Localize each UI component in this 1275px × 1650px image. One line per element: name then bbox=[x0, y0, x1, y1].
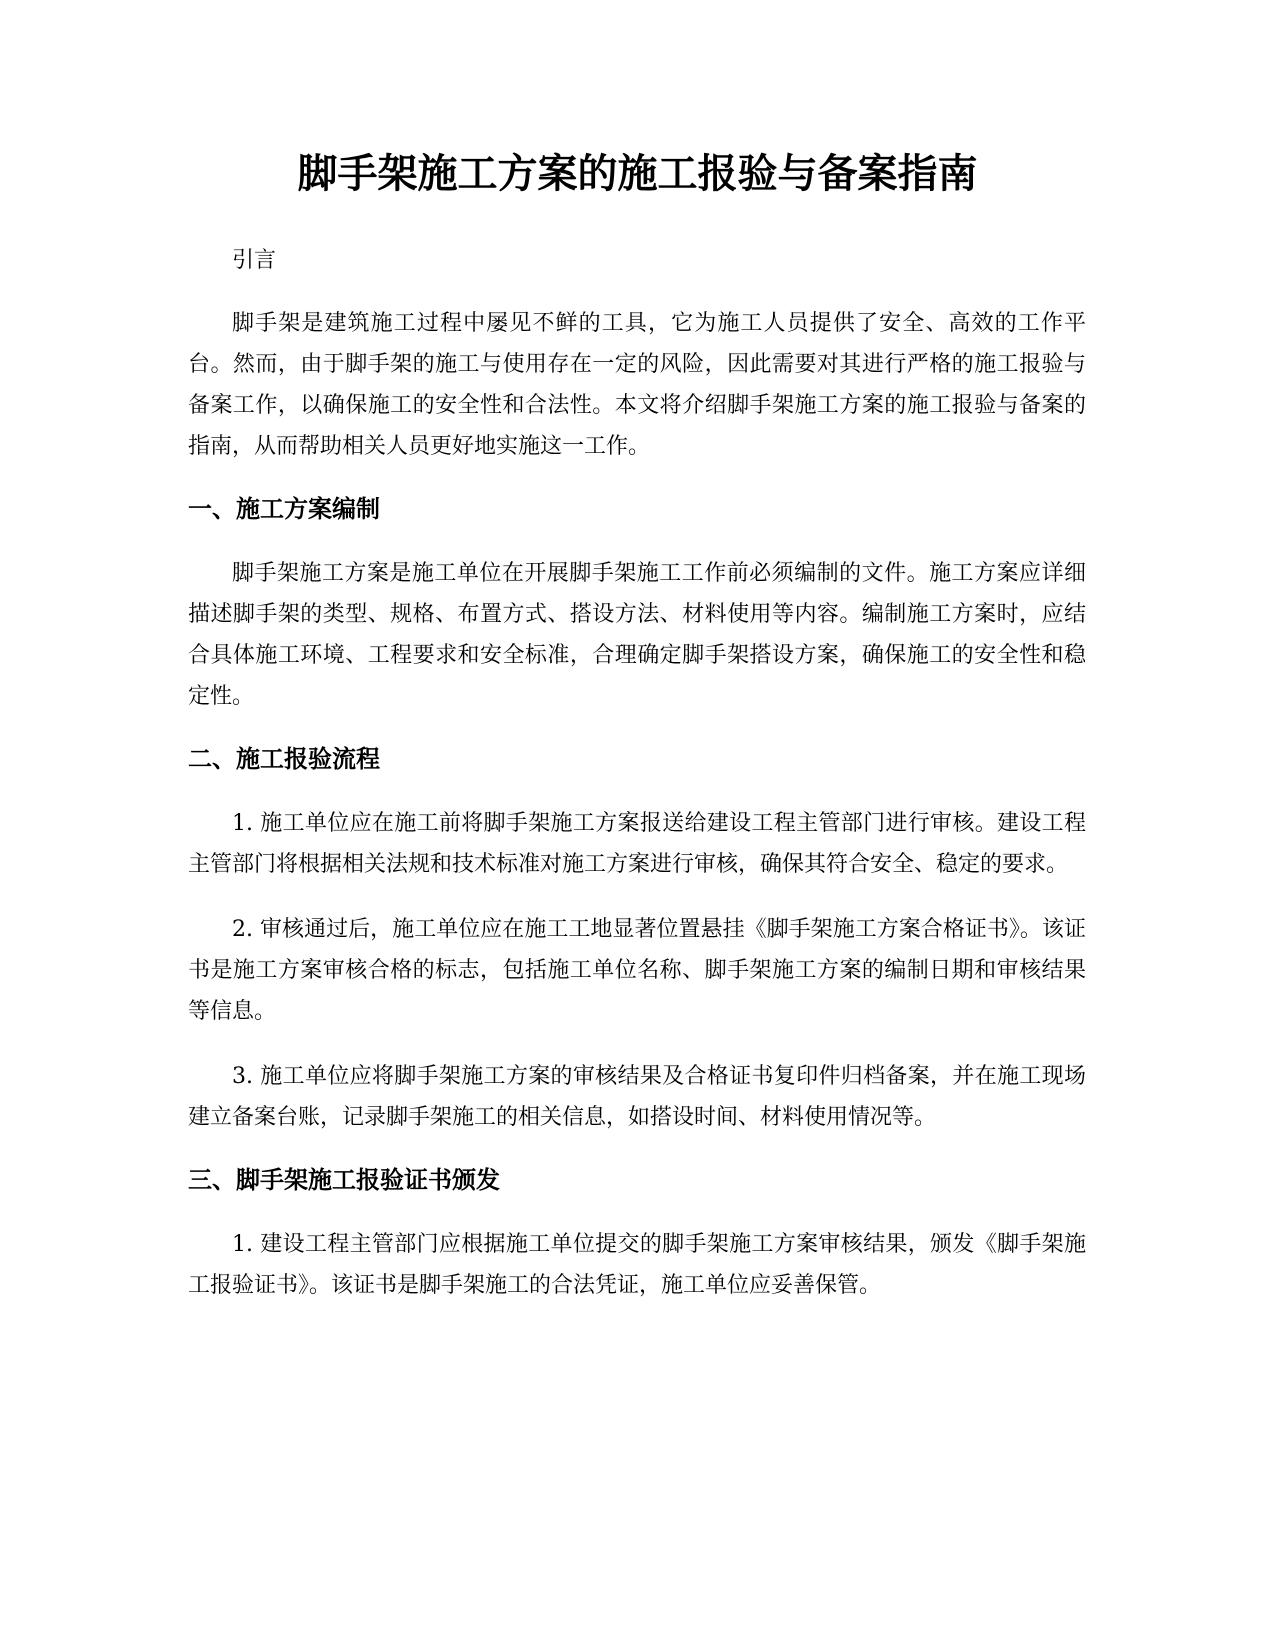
document-body bbox=[188, 240, 1086, 1330]
intro-paragraph: 脚手架是建筑施工过程中屡见不鲜的工具，它为施工人员提供了安全、高效的工作平台。然而，由于脚手架的施工与使用存在一定的风险，因此需要对其进行严格的施工报验与备案工作，以确保施工的安全性和合法性。本文将介绍脚手架施工方案的施工报验与备案的指南，从而帮助相关人员更好地实施这一工作。 bbox=[188, 311, 1086, 459]
section-heading-inspection: 二、施工报验流程 bbox=[188, 745, 380, 773]
section-paragraph: 1. 建设工程主管部门应根据施工单位提交的脚手架施工方案审核结果，颁发《脚手架施工报验证书》。该证书是脚手架施工的合法凭证，施工单位应妥善保管。 bbox=[188, 1232, 1086, 1298]
section-paragraph: 3. 施工单位应将脚手架施工方案的审核结果及合格证书复印件归档备案，并在施工现场建立备案台账，记录脚手架施工的相关信息，如搭设时间、材料使用情况等。 bbox=[188, 1064, 1086, 1130]
section-paragraph: 脚手架施工方案是施工单位在开展脚手架施工工作前必须编制的文件。施工方案应详细描述脚手架的类型、规格、布置方式、搭设方法、材料使用等内容。编制施工方案时，应结合具体施工环境、工程要求和安全标准，合理确定脚手架搭设方案，确保施工的安全性和稳定性。 bbox=[188, 561, 1086, 709]
document-title: 脚手架施工方案的施工报验与备案指南 bbox=[297, 151, 978, 197]
section-heading-plan: 一、施工方案编制 bbox=[188, 495, 380, 523]
section-paragraph: 2. 审核通过后，施工单位应在施工工地显著位置悬挂《脚手架施工方案合格证书》。该证书是施工方案审核合格的标志，包括施工单位名称、脚手架施工方案的编制日期和审核结果等信息。 bbox=[188, 917, 1086, 1024]
intro-label: 引言 bbox=[232, 248, 277, 273]
section-paragraph: 1. 施工单位应在施工前将脚手架施工方案报送给建设工程主管部门进行审核。建设工程主管部门将根据相关法规和技术标准对施工方案进行审核，确保其符合安全、稳定的要求。 bbox=[188, 811, 1086, 877]
section-heading-certificate: 三、脚手架施工报验证书颁发 bbox=[188, 1166, 500, 1194]
